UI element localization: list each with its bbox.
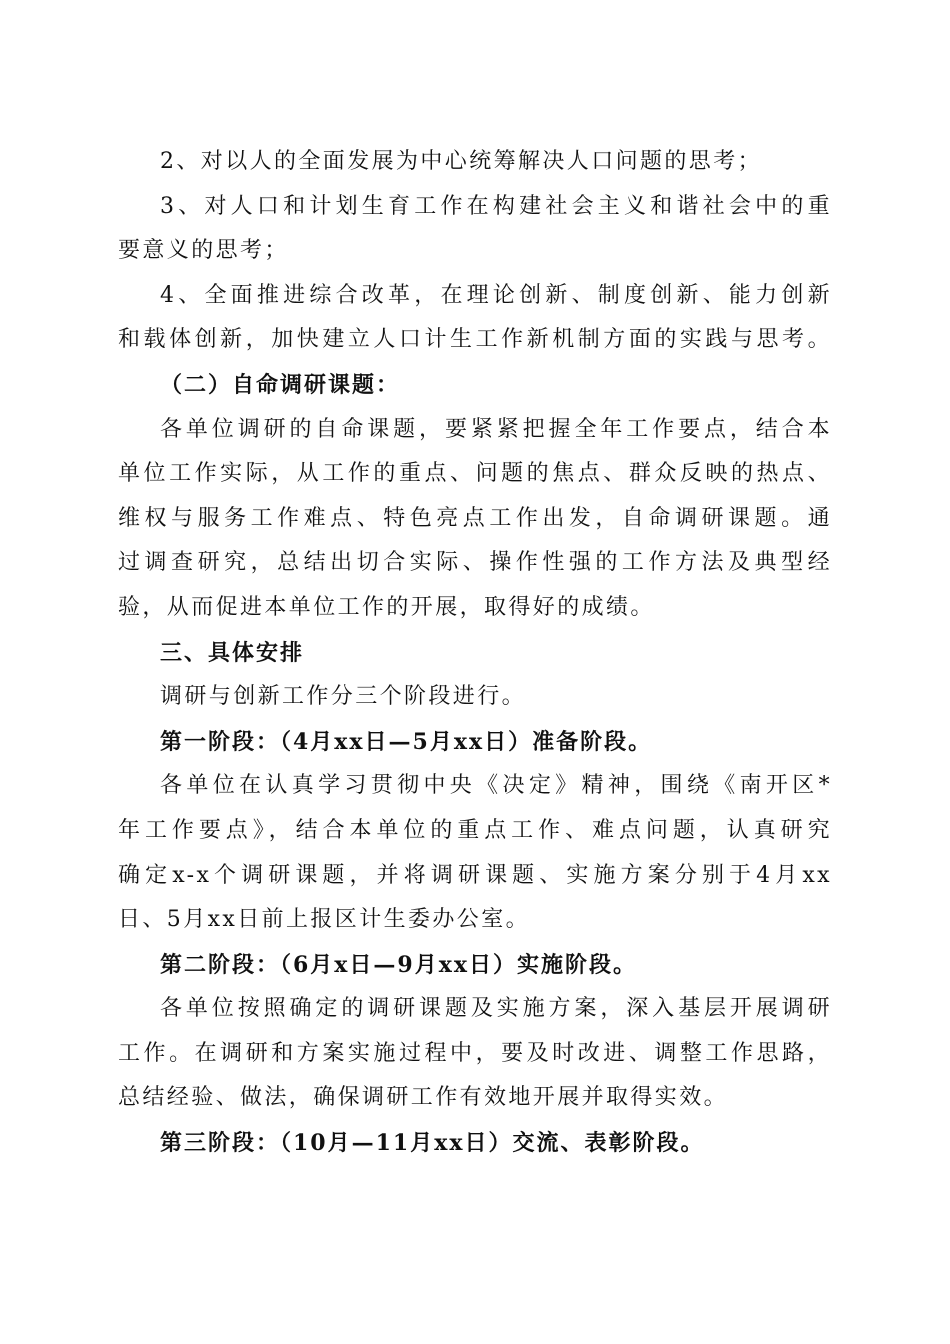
text-line: 2、对以人的全面发展为中心统筹解决人口问题的思考； <box>160 149 762 174</box>
document-page <box>118 140 832 1166</box>
text-line: 各单位在认真学习贯彻中央《决定》精神，围绕《南开区* <box>160 773 832 799</box>
text-line: 3、对人口和计划生育工作在构建社会主义和谐社会中的重 <box>160 193 832 219</box>
section-heading-line: 第三阶段：（10月—11月xx日）交流、表彰阶段。 <box>160 1130 705 1157</box>
text-line: 各单位按照确定的调研课题及实施方案，深入基层开展调研 <box>160 996 832 1022</box>
text-line: 确定x-x个调研课题，并将调研课题、实施方案分别于4月xx <box>118 862 832 888</box>
section-heading-line: 第二阶段：（6月x日—9月xx日）实施阶段。 <box>160 951 637 978</box>
section-heading-line: （二）自命调研课题： <box>160 371 401 398</box>
text-line: 要意义的思考； <box>118 238 289 264</box>
text-line: 日、5月xx日前上报区计生委办公室。 <box>118 907 531 933</box>
text-line: 和载体创新，加快建立人口计生工作新机制方面的实践与思考。 <box>118 327 832 353</box>
section-heading-line: 第一阶段：（4月xx日—5月xx日）准备阶段。 <box>160 728 653 755</box>
text-line: 各单位调研的自命课题，要紧紧把握全年工作要点，结合本 <box>160 416 832 442</box>
text-line: 单位工作实际，从工作的重点、问题的焦点、群众反映的热点、 <box>118 461 832 487</box>
text-line: 年工作要点》，结合本单位的重点工作、难点问题，认真研究 <box>118 817 832 843</box>
text-line: 工作。在调研和方案实施过程中，要及时改进、调整工作思路， <box>118 1040 832 1066</box>
text-line: 调研与创新工作分三个阶段进行。 <box>160 684 527 710</box>
text-line: 4、全面推进综合改革，在理论创新、制度创新、能力创新 <box>160 282 832 308</box>
text-line: 总结经验、做法，确保调研工作有效地开展并取得实效。 <box>118 1085 729 1111</box>
text-line: 验，从而促进本单位工作的开展，取得好的成绩。 <box>118 594 655 620</box>
text-line: 维权与服务工作难点、特色亮点工作出发，自命调研课题。通 <box>118 505 832 531</box>
text-line: 过调查研究，总结出切合实际、操作性强的工作方法及典型经 <box>118 550 832 576</box>
section-heading-line: 三、具体安排 <box>160 639 305 666</box>
